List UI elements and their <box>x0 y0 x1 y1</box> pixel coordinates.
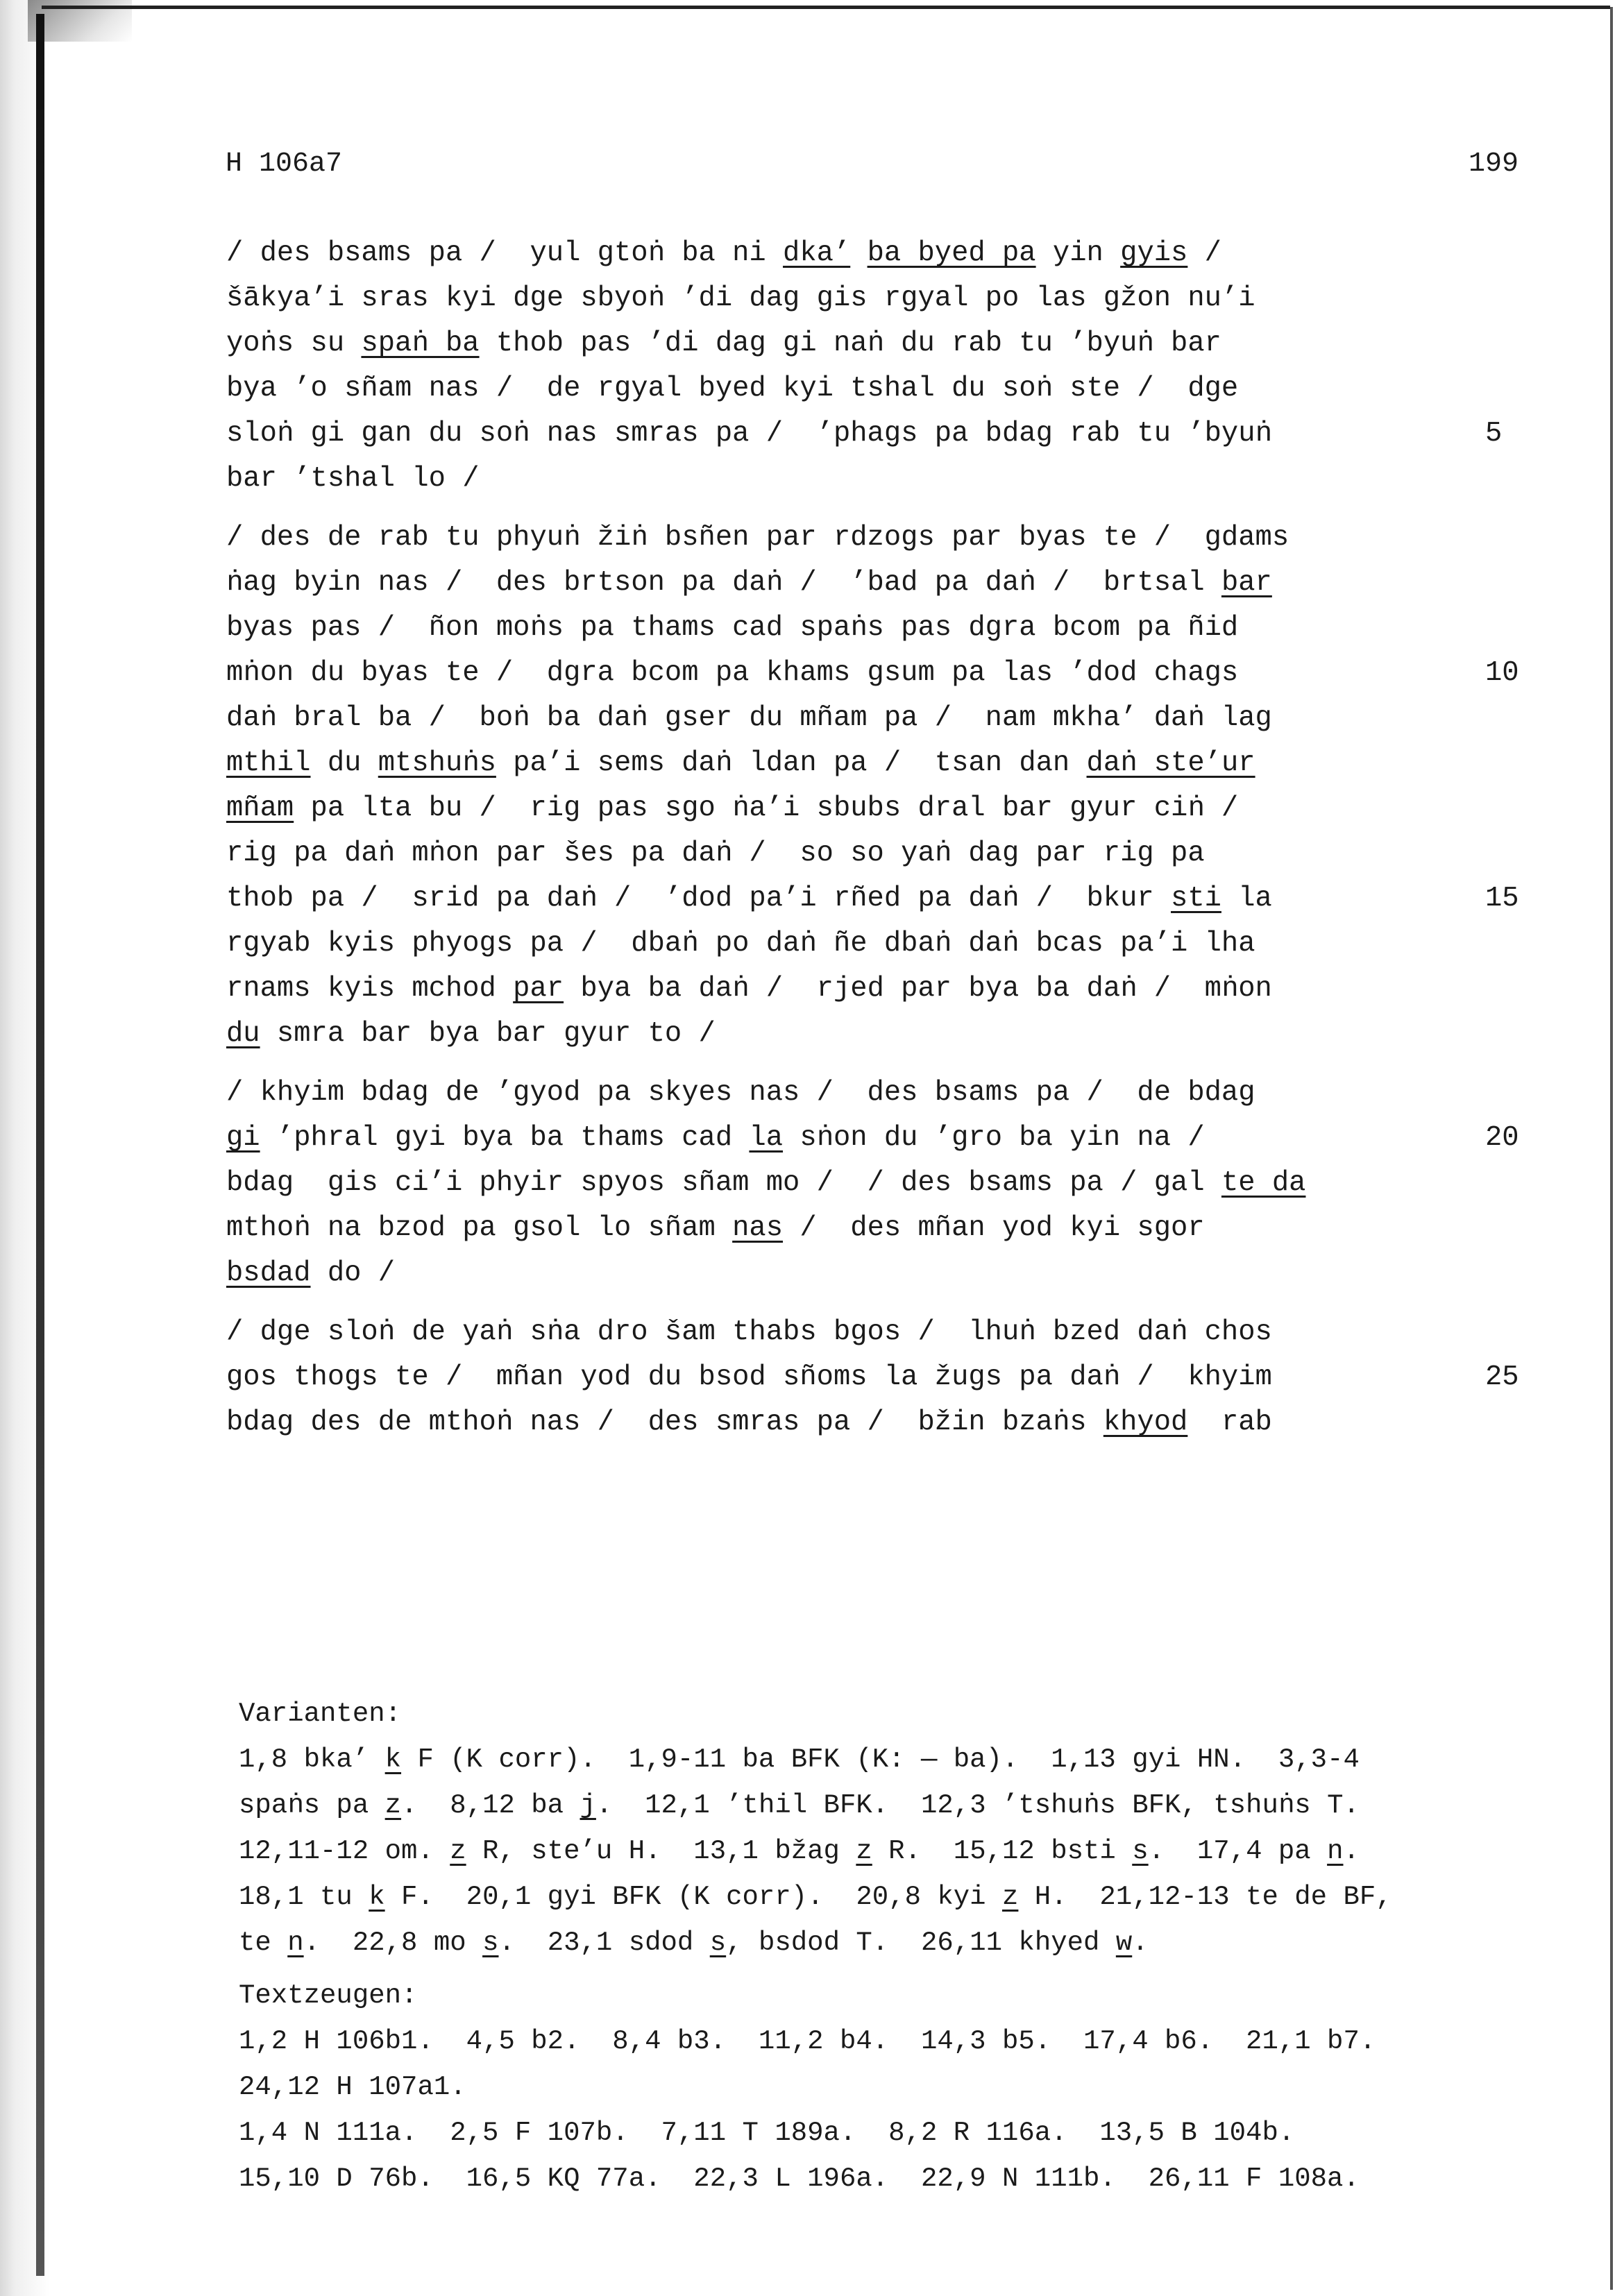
text-run: . 17,4 pa <box>1148 1836 1328 1866</box>
text-line <box>226 282 1255 314</box>
underlined-word: s <box>709 1928 727 1958</box>
text-run: R. 15,12 bsti <box>872 1836 1133 1866</box>
underlined-word: mñam <box>226 792 294 824</box>
variant-line <box>239 1744 1360 1775</box>
text-run: yin <box>1035 237 1121 269</box>
text-line <box>226 567 1272 599</box>
text-run: smra bar bya bar gyur to / <box>260 1018 716 1050</box>
text-line <box>226 1361 1272 1393</box>
underlined-word: te da <box>1221 1167 1306 1199</box>
text-run: . 22,8 mo <box>303 1928 483 1958</box>
underlined-word: spaṅ ba <box>361 328 480 359</box>
text-run: / des de rab tu phyuṅ žiṅ bsñen par rdzogs par byas te / gdams <box>226 522 1289 554</box>
text-run: 1,8 bka’ <box>239 1744 385 1775</box>
underlined-word: bsdad <box>226 1257 311 1289</box>
text-run: te <box>239 1928 288 1958</box>
text-line <box>226 883 1272 915</box>
text-run: rab <box>1187 1406 1272 1438</box>
text-run: mthoṅ na bzod pa gsol lo sñam <box>226 1212 733 1244</box>
text-run: yoṅs su <box>226 328 362 359</box>
text-run: 18,1 tu <box>239 1882 369 1912</box>
text-line <box>226 612 1238 644</box>
text-run: bdag des de mthoṅ nas / des smras pa / bžin bzaṅs <box>226 1406 1103 1438</box>
page-right-edge <box>1610 7 1613 2290</box>
underlined-word: la <box>749 1122 784 1154</box>
underlined-word: mthil <box>226 747 311 779</box>
text-run: bar ’tshal lo / <box>226 463 480 495</box>
underlined-word: gyis <box>1120 237 1188 269</box>
text-run <box>850 237 867 269</box>
witness-line: 1,2 H 106b1. 4,5 b2. 8,4 b3. 11,2 b4. 14,3 b5. 17,4 b6. 21,1 b7. <box>239 2026 1376 2057</box>
underlined-word: n <box>287 1928 304 1958</box>
line-number: 20 <box>1485 1122 1519 1154</box>
underlined-word: khyod <box>1103 1406 1188 1438</box>
text-run: rnams kyis mchod <box>226 973 514 1005</box>
witness-line: 1,4 N 111a. 2,5 F 107b. 7,11 T 189a. 8,2 R 116a. 13,5 B 104b. <box>239 2118 1295 2148</box>
text-run: sloṅ gi gan du soṅ nas smras pa / ’phags pa bdag rab tu ’byuṅ <box>226 418 1272 450</box>
underlined-word: daṅ ste’ur <box>1086 747 1255 779</box>
text-run: H. 21,12-13 te de BF, <box>1018 1882 1392 1912</box>
underlined-word: w <box>1115 1928 1133 1958</box>
text-run: byas pas / ñon moṅs pa thams cad spaṅs pas dgra bcom pa ñid <box>226 612 1239 644</box>
underlined-word: n <box>1327 1836 1344 1866</box>
text-line <box>226 373 1238 405</box>
text-line <box>226 1257 395 1289</box>
underlined-word: z <box>450 1836 466 1866</box>
text-line <box>226 1122 1205 1154</box>
text-run: rgyab kyis phyogs pa / dbaṅ po daṅ ñe dbaṅ daṅ bcas pa’i lha <box>226 928 1255 960</box>
text-run: / <box>1187 237 1221 269</box>
text-run: bya ’o sñam nas / de rgyal byed kyi tshal du soṅ ste / dge <box>226 373 1239 405</box>
page-number: 199 <box>1469 148 1519 180</box>
text-run: ’phral gyi bya ba thams cad <box>260 1122 750 1154</box>
text-run: / des bsams pa / yul gtoṅ ba ni <box>226 237 784 269</box>
text-line <box>226 1077 1255 1109</box>
variant-line <box>239 1882 1392 1912</box>
text-run: gos thogs te / mñan yod du bsod sñoms la žugs pa daṅ / khyim <box>226 1361 1272 1393</box>
underlined-word: k <box>369 1882 385 1912</box>
text-run: . <box>1132 1928 1149 1958</box>
text-run: . 8,12 ba <box>401 1790 580 1821</box>
text-line <box>226 1212 1205 1244</box>
text-run: rig pa daṅ mṅon par šes pa daṅ / so so yaṅ dag par rig pa <box>226 837 1205 869</box>
underlined-word: bar <box>1221 567 1272 599</box>
text-run: 12,11-12 om. <box>239 1836 450 1866</box>
text-line <box>226 747 1255 779</box>
text-run: bdag gis ci’i phyir spyos sñam mo / / des bsams pa / gal <box>226 1167 1221 1199</box>
text-line <box>226 657 1238 689</box>
text-run: la <box>1221 883 1272 915</box>
text-run: mṅon du byas te / dgra bcom pa khams gsum pa las ’dod chags <box>226 657 1239 689</box>
witness-line: 15,10 D 76b. 16,5 KQ 77a. 22,3 L 196a. 22,9 N 111b. 26,11 F 108a. <box>239 2163 1360 2194</box>
text-line <box>226 1167 1305 1199</box>
text-run: spaṅs pa <box>239 1790 385 1821</box>
underlined-word: gi <box>226 1122 260 1154</box>
underlined-word: s <box>1132 1836 1149 1866</box>
text-run: F. 20,1 gyi BFK (K corr). 20,8 kyi <box>384 1882 1002 1912</box>
page-top-edge <box>42 6 1610 9</box>
text-run: sṅon du ’gro ba yin na / <box>783 1122 1205 1154</box>
text-run: R, ste’u H. 13,1 bžag <box>466 1836 856 1866</box>
line-number: 10 <box>1485 657 1519 689</box>
underlined-word: j <box>580 1790 596 1821</box>
text-line <box>226 237 1221 269</box>
text-run: F (K corr). 1,9-11 ba BFK (K: — ba). 1,13 gyi HN. 3,3-4 <box>401 1744 1360 1775</box>
text-line <box>226 1406 1272 1438</box>
text-run: daṅ bral ba / boṅ ba daṅ gser du mñam pa / nam mkha’ daṅ lag <box>226 702 1272 734</box>
text-line <box>226 328 1221 359</box>
text-run: bya ba daṅ / rjed par bya ba daṅ / mṅon <box>564 973 1272 1005</box>
page-binding-edge <box>36 14 44 2276</box>
textzeugen-heading: Textzeugen: <box>239 1980 418 2011</box>
text-run: / khyim bdag de ’gyod pa skyes nas / des bsams pa / de bdag <box>226 1077 1255 1109</box>
line-number: 25 <box>1485 1361 1519 1393</box>
text-run: , bsdod T. 26,11 khyed <box>726 1928 1116 1958</box>
underlined-word: s <box>482 1928 499 1958</box>
text-line <box>226 928 1255 960</box>
text-run: . 12,1 ’thil BFK. 12,3 ’tshuṅs BFK, tshuṅs T. <box>595 1790 1360 1821</box>
underlined-word: z <box>384 1790 402 1821</box>
text-line <box>226 1018 716 1050</box>
underlined-word: z <box>856 1836 872 1866</box>
underlined-word: z <box>1002 1882 1019 1912</box>
text-run: . <box>1343 1836 1360 1866</box>
text-run: . 23,1 sdod <box>498 1928 710 1958</box>
text-line <box>226 418 1272 450</box>
variant-line <box>239 1790 1360 1821</box>
text-run: / des mñan yod kyi sgor <box>783 1212 1205 1244</box>
variant-line <box>239 1836 1360 1866</box>
underlined-word: sti <box>1171 883 1221 915</box>
text-line <box>226 522 1289 554</box>
line-number: 15 <box>1485 883 1519 915</box>
text-run: thob pas ’di dag gi naṅ du rab tu ’byuṅ bar <box>479 328 1221 359</box>
underlined-word: k <box>384 1744 402 1775</box>
text-run: thob pa / srid pa daṅ / ’dod pa’i rñed pa daṅ / bkur <box>226 883 1172 915</box>
variant-line <box>239 1928 1149 1958</box>
underlined-word: dka’ <box>783 237 851 269</box>
text-run: pa’i sems daṅ ldan pa / tsan dan <box>496 747 1087 779</box>
underlined-word: nas <box>732 1212 784 1244</box>
page-reference: H 106a7 <box>226 148 343 180</box>
text-run: do / <box>310 1257 396 1289</box>
witness-line: 24,12 H 107a1. <box>239 2072 466 2102</box>
text-line <box>226 792 1238 824</box>
text-line <box>226 463 480 495</box>
text-line <box>226 837 1205 869</box>
text-run: pa lta bu / rig pas sgo ṅa’i sbubs dral bar gyur ciṅ / <box>294 792 1239 824</box>
text-line <box>226 973 1272 1005</box>
line-number: 5 <box>1485 418 1503 450</box>
underlined-word: par <box>513 973 564 1005</box>
underlined-word: ba byed pa <box>867 237 1036 269</box>
underlined-word: du <box>226 1018 260 1050</box>
text-line <box>226 702 1272 734</box>
varianten-heading: Varianten: <box>239 1699 402 1729</box>
underlined-word: mtshuṅs <box>378 747 496 779</box>
text-run: / dge sloṅ de yaṅ sṅa dro šam thabs bgos / lhuṅ bzed daṅ chos <box>226 1316 1272 1348</box>
text-run: du <box>310 747 378 779</box>
text-run: ṅag byin nas / des brtson pa daṅ / ’bad pa daṅ / brtsal <box>226 567 1221 599</box>
text-line <box>226 1316 1272 1348</box>
text-run: šākya’i sras kyi dge sbyoṅ ’di dag gis rgyal po las gžon nu’i <box>226 282 1255 314</box>
